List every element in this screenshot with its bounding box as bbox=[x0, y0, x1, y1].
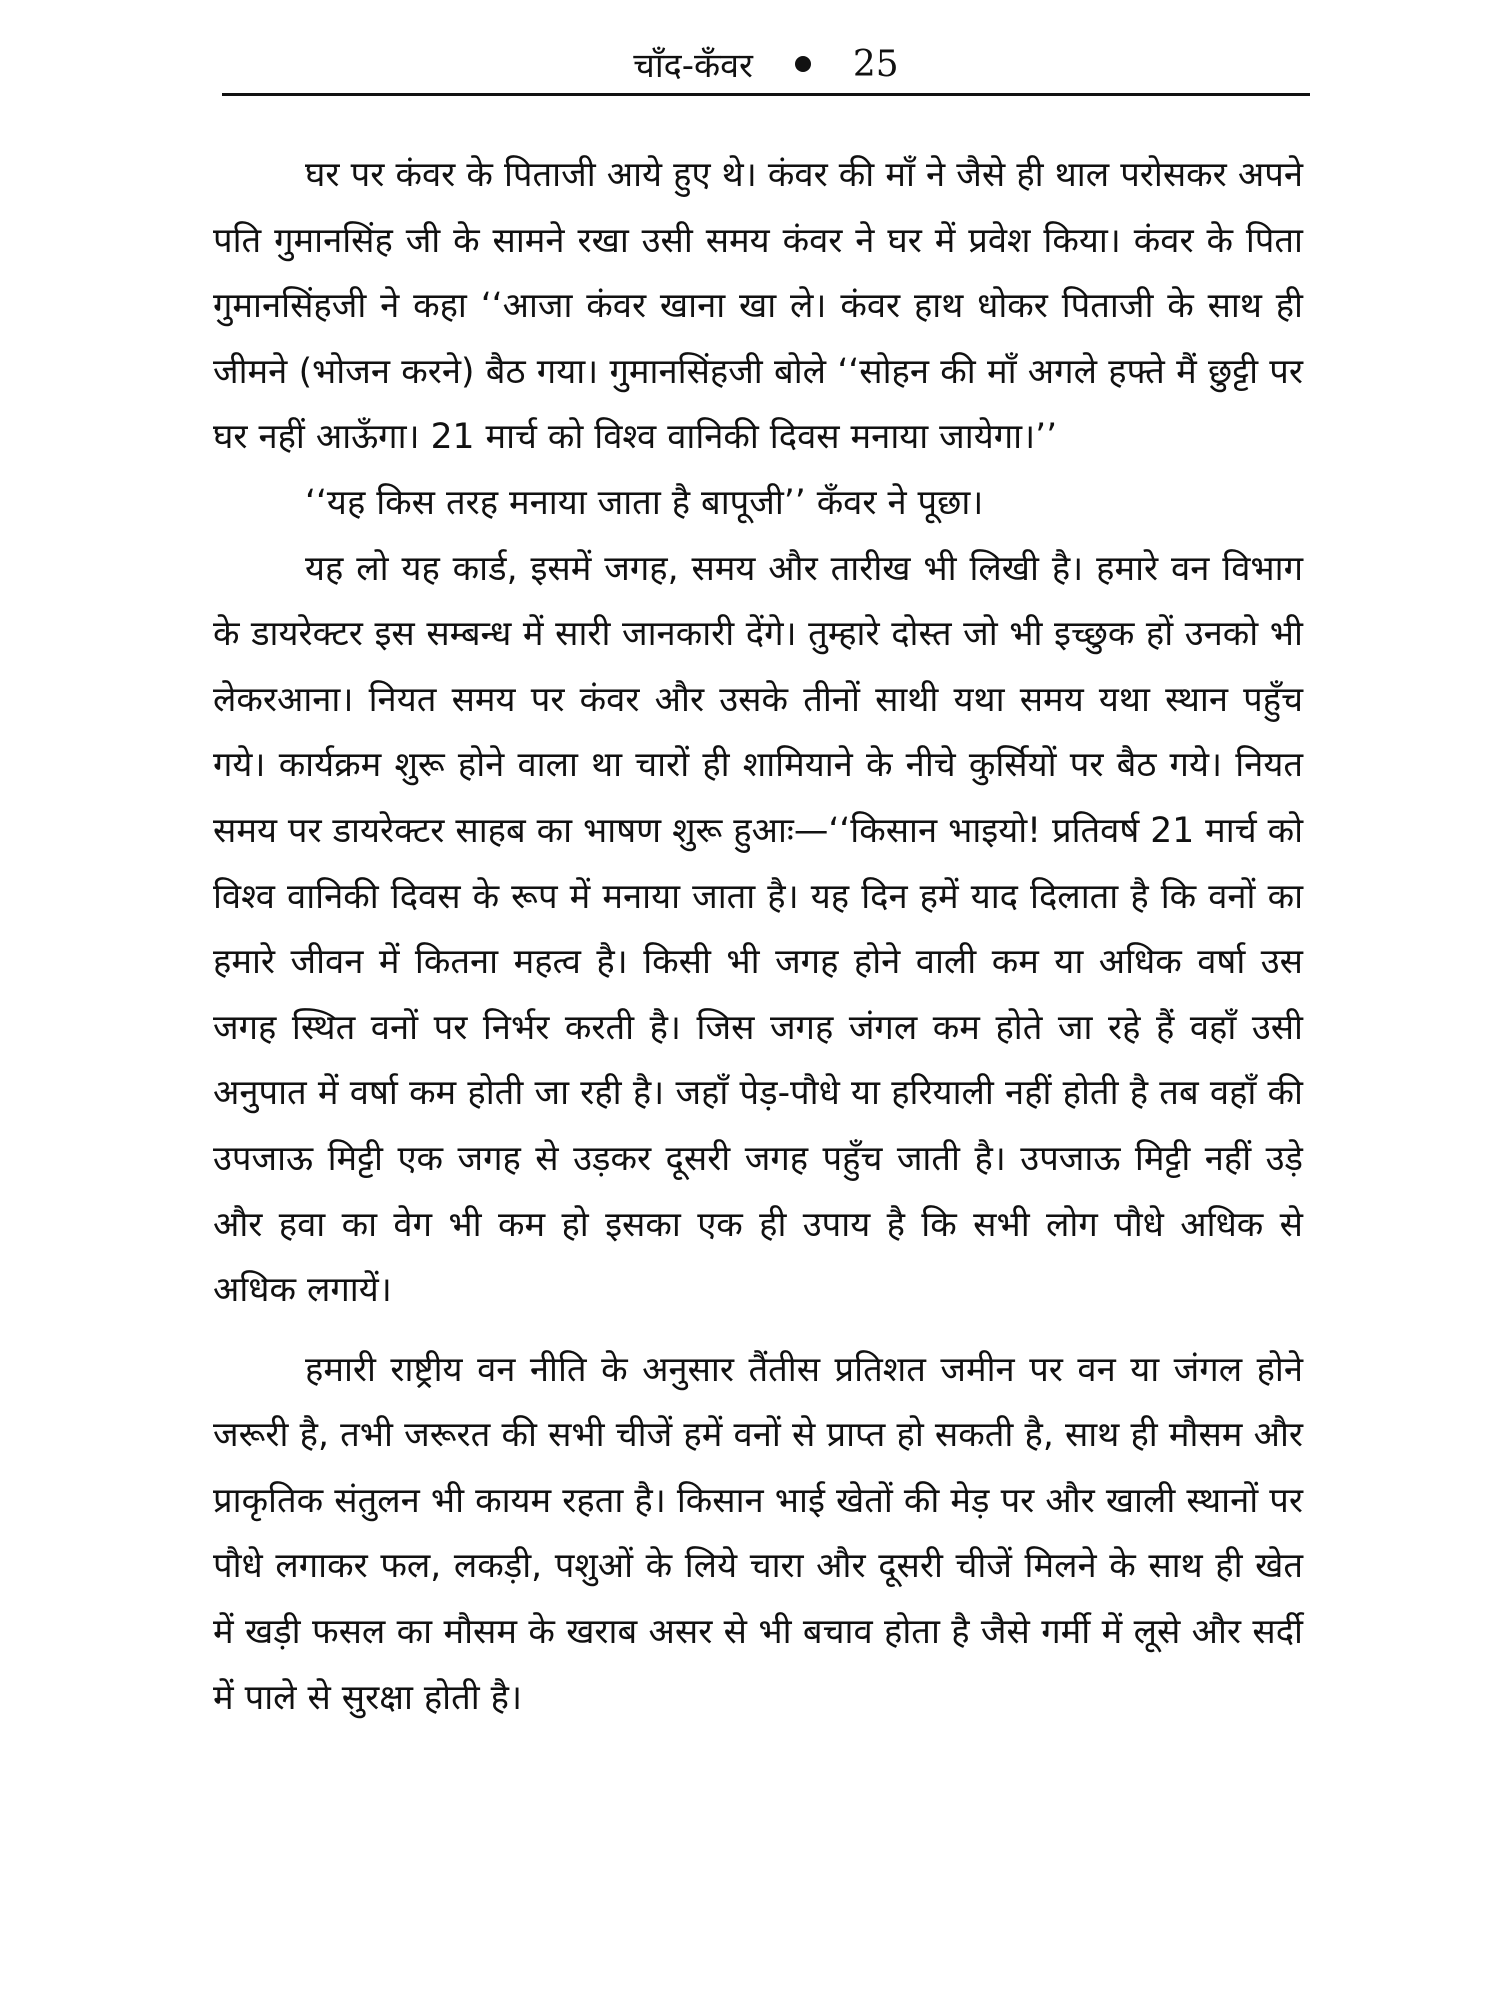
running-title: चाँद-कँवर bbox=[633, 46, 753, 86]
page-number: 25 bbox=[852, 43, 899, 85]
paragraph-2: ‘‘यह किस तरह मनाया जाता है बापूजी’’ कँवर ने पूछा। bbox=[305, 482, 984, 523]
paragraph-3: यह लो यह कार्ड, इसमें जगह, समय और तारीख भी लिखी है। हमारे वन विभाग के डायरेक्टर इस सम्बन्ध में सारी जानकारी देंगे। तुम्हारे दोस्त जो भी इच्छुक हों उनको भी लेकरआना। नियत समय पर कंवर और उसके तीनों साथी यथा समय यथा स्थान पहुँच गये। कार्यक्रम शुरू होने वाला था चारों ही शामियाने के नीचे कुर्सियों पर बैठ गये। नियत समय पर डायरेक्टर साहब का भाषण शुरू हुआः—‘‘किसान भाइयो! प्रतिवर्ष 21 मार्च को विश्व वानिकी दिवस के रूप में मनाया जाता है। यह दिन हमें याद दिलाता है कि वनों का हमारे जीवन में कितना महत्व है। किसी भी जगह होने वाली कम या अधिक वर्षा उस जगह स्थित वनों पर निर्भर करती है। जिस जगह जंगल कम होते जा रहे हैं वहाँ उसी अनुपात में वर्षा कम होती जा रही है। जहाँ पेड़-पौधे या हरियाली नहीं होती है तब वहाँ की उपजाऊ मिट्टी एक जगह से उड़कर दूसरी जगह पहुँच जाती है। उपजाऊ मिट्टी नहीं उड़े और हवा का वेग भी कम हो इसका एक ही उपाय है कि सभी लोग पौधे अधिक से अधिक लगायें। bbox=[213, 548, 1304, 1311]
header-rule bbox=[222, 93, 1310, 96]
header-bullet bbox=[795, 56, 811, 72]
paragraph-1: घर पर कंवर के पिताजी आये हुए थे। कंवर की माँ ने जैसे ही थाल परोसकर अपने पति गुमानसिंह जी के सामने रखा उसी समय कंवर ने घर में प्रवेश किया। कंवर के पिता गुमानसिंहजी ने कहा ‘‘आजा कंवर खाना खा ले। कंवर हाथ धोकर पिताजी के साथ ही जीमने (भोजन करने) बैठ गया। गुमानसिंहजी बोले ‘‘सोहन की माँ अगले हफ्ते मैं छुट्टी पर घर नहीं आऊँगा। 21 मार्च को विश्व वानिकी दिवस मनाया जायेगा।’’ bbox=[213, 155, 1303, 458]
paragraph-4: हमारी राष्ट्रीय वन नीति के अनुसार तैंतीस प्रतिशत जमीन पर वन या जंगल होने जरूरी है, तभी जरूरत की सभी चीजें हमें वनों से प्राप्त हो सकती है, साथ ही मौसम और प्राकृतिक संतुलन भी कायम रहता है। किसान भाई खेतों की मेड़ पर और खाली स्थानों पर पौधे लगाकर फल, लकड़ी, पशुओं के लिये चारा और दूसरी चीजें मिलने के साथ ही खेत में खड़ी फसल का मौसम के खराब असर से भी बचाव होता है जैसे गर्मी में लूसे और सर्दी में पाले से सुरक्षा होती है। bbox=[213, 1349, 1303, 1718]
page-header bbox=[222, 34, 1310, 94]
body-text bbox=[213, 143, 1303, 1731]
